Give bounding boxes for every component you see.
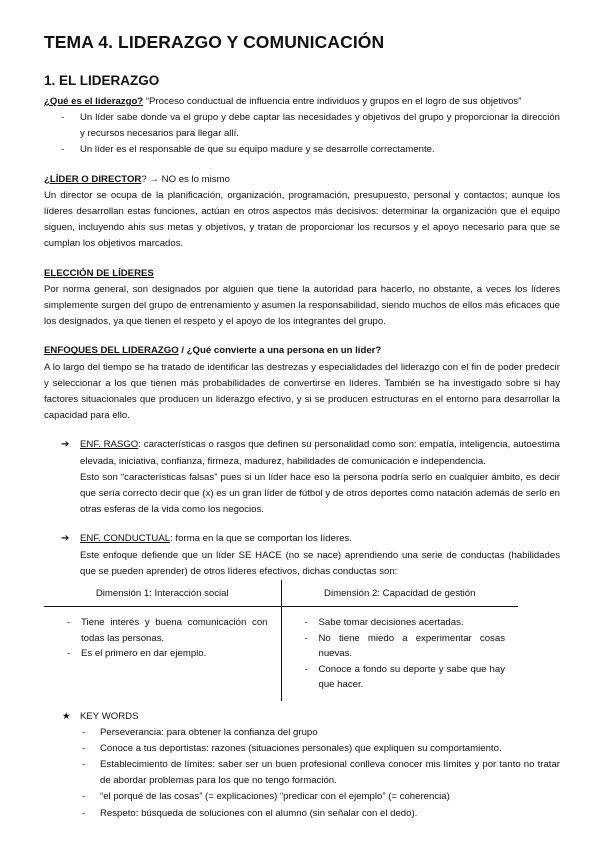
document-page [44, 26, 560, 822]
table-cell-dimension-2 [281, 607, 518, 701]
list-item: - Respeto: búsqueda de soluciones con el alumno (sin señalar con el dedo). [82, 807, 418, 819]
list-item: - Establecimiento de límites: saber ser un buen profesional conlleva conocer mis límites y por tanto no tratar de abordar problemas para los que no tengo formación. [82, 758, 560, 787]
eleccion-heading: ELECCIÓN DE LÍDERES [44, 267, 154, 279]
eleccion-text: Por norma general, son designados por alguien que tiene la autoridad para hacerlo, no obstante, a veces los líderes simplemente surgen del grupo de entrenamiento y asumen la responsabilidad, siendo muchos de ellos más eficaces que los designados, ya que tienen el respeto y el apoyo de los integrantes del grupo. [44, 283, 560, 328]
liderazgo-question: ¿Qué es el liderazgo? [44, 96, 144, 107]
lider-director-text: Un director se ocupa de la planificación, organización, programación, presupuesto, personal y contactos; aunque los líderes desarrollan estas funciones, actúan en otros aspectos más decisivos: determinar la organización que el equipo siguen, incluyendo ahis sus metas y objetivos, y tratan de proporcionar los recursos y el apoyo necesario para que se cumplan los objetivos marcados. [44, 189, 560, 250]
lider-director-heading: ¿LÍDER O DIRECTOR? → NO es lo mismo [44, 173, 230, 185]
enf-conductual-text2: Este enfoque defiende que un líder SE HACE (no se nace) aprendiendo una serie de conductas (habilidades que se pueden aprender) de otros líderes efectivos, dichas conductas son: [80, 549, 560, 577]
list-item: - “el porqué de las cosas” (= explicaciones) “predicar con el ejemplo” (= coherencia) [82, 791, 450, 803]
list-item: - Perseverancia: para obtener la confianza del grupo [82, 726, 318, 738]
list-item: - Tiene interés y buena comunicación con todas las personas. [67, 617, 268, 644]
document-title: TEMA 4. LIDERAZGO Y COMUNICACIÓN [44, 32, 385, 52]
table-header-dimension-1: Dimensión 1: Interacción social [44, 580, 281, 607]
enf-rasgo-label: ENF. RASGO [80, 439, 139, 451]
dimensions-table [44, 580, 518, 701]
list-item: - Conoce a fondo su deporte y sabe que hay que hacer. [304, 663, 505, 691]
enf-rasgo-item: ➔ ENF. RASGO: características o rasgos que definen su personalidad como son: empatía, inteligencia, autoestima elevada, iniciativa, confianza, firmeza, madurez, habilidades de comunicación e independencia. Esto son “características falsas” pues si un líder hace eso la persona podría serlo en cualquier ámbito, es decir que sería correcto decir que (x) es un gran líder de fútbol y de otros deportes como natación además de serlo en otras esferas de la vida como los negocios. [44, 437, 560, 518]
liderazgo-bullets [44, 110, 560, 159]
table-header-dimension-2: Dimensión 2: Capacidad de gestión [281, 580, 518, 607]
star-icon: ★ [62, 710, 71, 722]
enfoques-text: A lo largo del tiempo se ha tratado de identificar las destrezas y especialidades del liderazgo con el fin de poder predecir y seleccionar a los que tienen más probabilidades de convertirse en líderes. También se ha investigado sobre si hay factores situacionales que producen un liderazgo efectivo, y si se producen estructuras en el entorno para desarrollar la capacidad para ello. [44, 361, 560, 422]
enfoques-heading: ENFOQUES DEL LIDERAZGO / ¿Qué convierte a una persona en un líder? [44, 345, 382, 357]
list-item: - Conoce a tus deportistas: razones (situaciones personales) que expliquen su comportamiento. [82, 742, 502, 754]
list-item: - Es el primero en dar ejemplo. [67, 648, 207, 660]
list-item: - Un líder sabe donde va el grupo y debe captar las necesidades y objetivos del grupo y proporcionar la dirección y recursos necesarios para llegar allí. [61, 112, 560, 140]
enf-conductual-item: ➔ ENF. CONDUCTUAL: forma en la que se comportan los líderes. Este enfoque defiende que un líder SE HACE (no se nace) aprendiendo una serie de conductas (habilidades que se pueden aprender) de otros líderes efectivos, dichas conductas son: [44, 531, 560, 580]
arrow-icon: ➔ [61, 439, 70, 451]
enf-conductual-label: ENF. CONDUCTUAL [80, 533, 171, 545]
liderazgo-definition: “Proceso conductual de influencia entre individuos y grupos en el logro de sus objetivos” [143, 96, 522, 107]
section-heading-liderazgo: 1. EL LIDERAZGO [44, 73, 160, 88]
arrow-icon: ➔ [61, 533, 70, 545]
list-item: - No tiene miedo a experimentar cosas nuevas. [304, 632, 505, 660]
liderazgo-question-line [44, 94, 560, 110]
list-item: - Sabe tomar decisiones acertadas. [304, 617, 464, 629]
keywords-heading: ★ KEY WORDS [44, 709, 560, 725]
enf-rasgo-text2: Esto son “características falsas” pues si un líder hace eso la persona podría serlo en cualquier ámbito, es decir que sería correcto decir que (x) es un gran líder de fútbol y de otros deportes como natación además de serlo en otras esferas de la vida como los negocios. [80, 471, 560, 516]
table-cell-dimension-1 [44, 607, 281, 701]
list-item: - Un líder es el responsable de que su equipo madure y se desarrolle correctamente. [61, 144, 435, 156]
keywords-list [44, 725, 560, 822]
